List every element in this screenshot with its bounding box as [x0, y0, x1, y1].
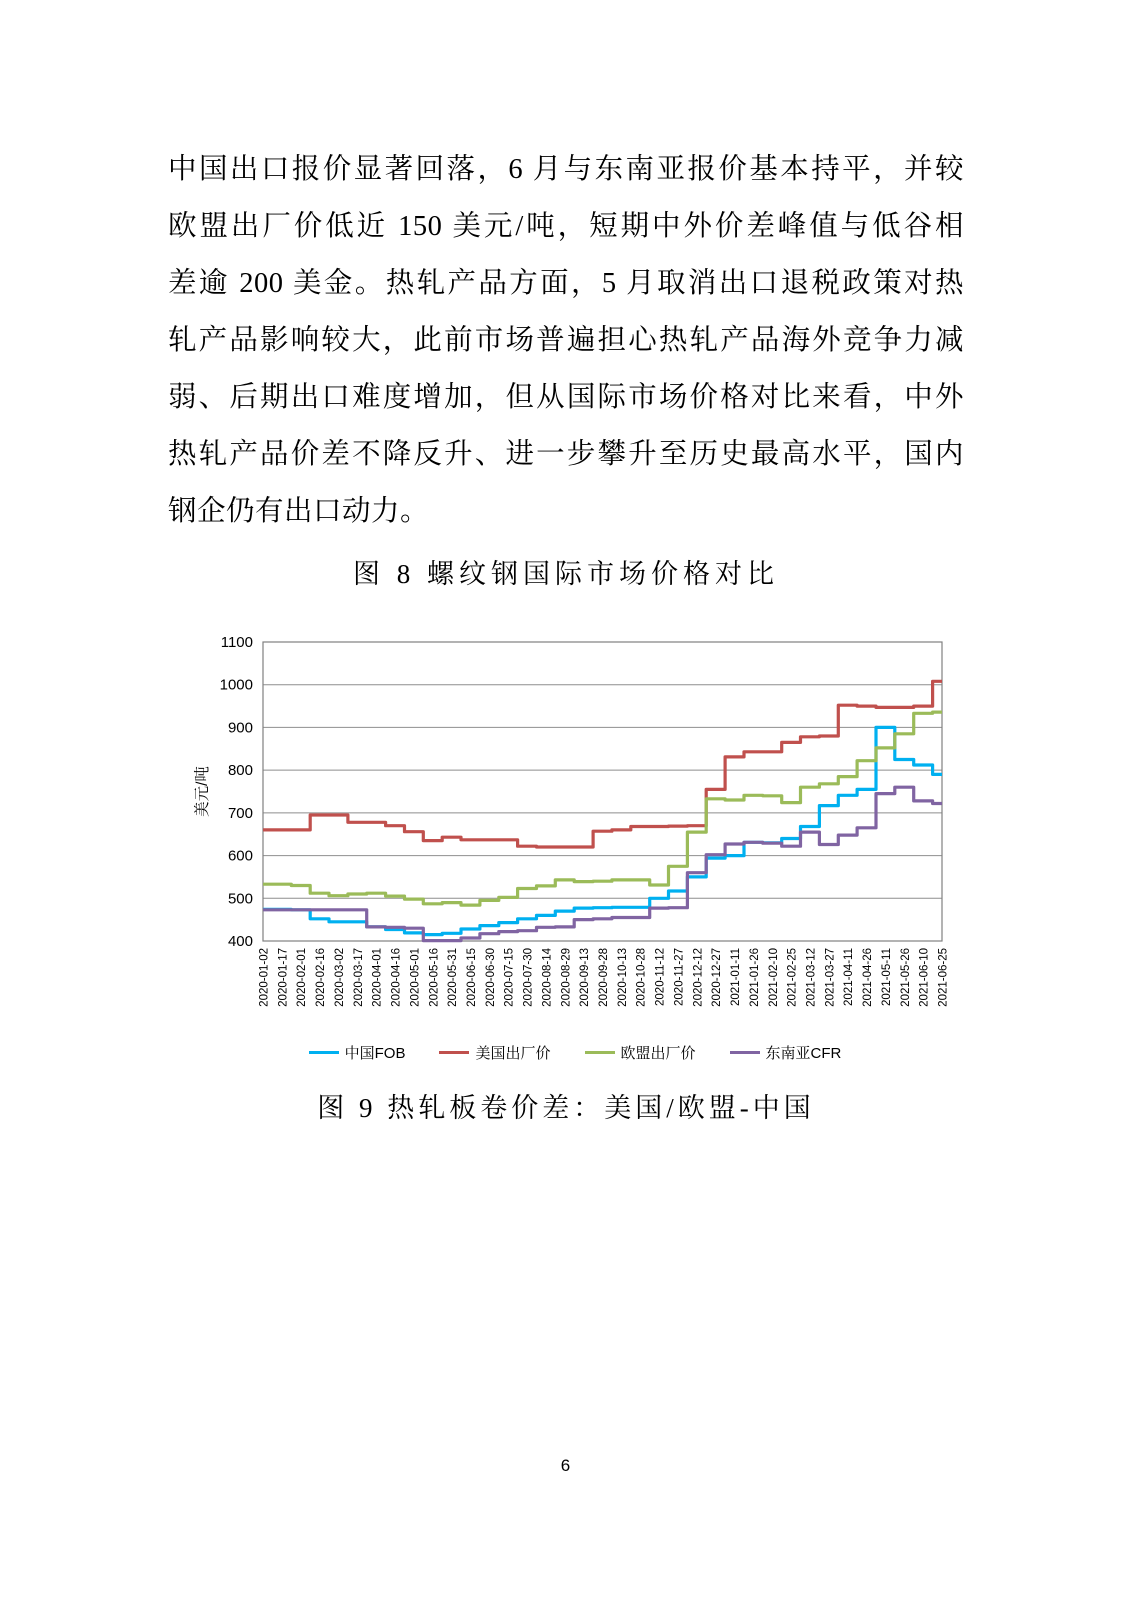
paragraph-line: 差逾 200 美金。热轧产品方面，5 月取消出口退税政策对热 — [168, 268, 964, 299]
legend-label: 中国FOB — [344, 1045, 406, 1062]
svg-text:2020-07-30: 2020-07-30 — [522, 948, 535, 1007]
paragraph-line: 热轧产品价差不降反升、进一步攀升至历史最高水平，国内 — [168, 439, 964, 470]
svg-text:2021-02-10: 2021-02-10 — [767, 948, 780, 1007]
svg-text:2021-06-10: 2021-06-10 — [918, 948, 931, 1007]
legend-label: 东南亚CFR — [765, 1045, 842, 1062]
svg-text:2020-03-02: 2020-03-02 — [333, 948, 346, 1007]
svg-text:美元/吨: 美元/吨 — [194, 766, 211, 817]
body-paragraph — [168, 141, 964, 540]
svg-text:900: 900 — [227, 719, 253, 737]
legend-swatch — [439, 1051, 469, 1054]
price-comparison-line-chart — [180, 612, 970, 1037]
svg-text:2020-08-29: 2020-08-29 — [560, 948, 573, 1007]
figure8-chart — [180, 612, 970, 1072]
svg-text:2021-03-12: 2021-03-12 — [805, 948, 818, 1007]
svg-text:2020-04-01: 2020-04-01 — [371, 948, 384, 1007]
svg-text:2020-10-28: 2020-10-28 — [635, 948, 648, 1007]
svg-text:2021-02-25: 2021-02-25 — [786, 948, 799, 1007]
legend-swatch — [730, 1051, 760, 1054]
paragraph-line: 欧盟出厂价低近 150 美元/吨，短期中外价差峰值与低谷相 — [168, 211, 964, 242]
svg-text:700: 700 — [227, 804, 253, 822]
legend-item — [730, 1042, 842, 1063]
paragraph-line: 钢企仍有出口动力。 — [168, 496, 430, 527]
svg-text:2020-05-31: 2020-05-31 — [447, 948, 460, 1007]
svg-text:600: 600 — [227, 847, 253, 865]
svg-text:2021-06-25: 2021-06-25 — [937, 948, 950, 1007]
svg-text:2020-10-13: 2020-10-13 — [616, 948, 629, 1007]
svg-text:2020-01-02: 2020-01-02 — [258, 948, 271, 1007]
legend-item — [309, 1042, 406, 1063]
chart-legend — [180, 1042, 970, 1063]
paragraph-line: 弱、后期出口难度增加，但从国际市场价格对比来看，中外 — [168, 382, 964, 413]
figure8-title: 图 8 螺纹钢国际市场价格对比 — [353, 559, 779, 589]
svg-text:2021-05-26: 2021-05-26 — [899, 948, 912, 1007]
svg-text:2020-07-15: 2020-07-15 — [503, 948, 516, 1007]
svg-text:2021-01-11: 2021-01-11 — [730, 948, 742, 1006]
svg-text:2021-01-26: 2021-01-26 — [748, 948, 761, 1007]
svg-text:2020-12-27: 2020-12-27 — [711, 948, 724, 1007]
svg-text:2020-05-16: 2020-05-16 — [428, 948, 441, 1007]
svg-text:2021-04-11: 2021-04-11 — [843, 948, 856, 1006]
svg-text:1000: 1000 — [219, 676, 253, 694]
svg-text:2020-08-14: 2020-08-14 — [541, 948, 554, 1007]
svg-text:2021-04-26: 2021-04-26 — [862, 948, 875, 1007]
svg-text:2020-09-28: 2020-09-28 — [598, 948, 610, 1007]
svg-text:2020-11-12: 2020-11-12 — [654, 948, 667, 1006]
paragraph-line: 中国出口报价显著回落，6 月与东南亚报价基本持平，并较 — [168, 154, 964, 185]
legend-swatch — [585, 1051, 615, 1054]
svg-text:2020-03-17: 2020-03-17 — [352, 948, 365, 1007]
svg-text:2021-05-11: 2021-05-11 — [880, 948, 893, 1006]
legend-label: 欧盟出厂价 — [620, 1045, 696, 1062]
legend-swatch — [309, 1051, 339, 1054]
svg-text:2020-11-27: 2020-11-27 — [673, 948, 686, 1006]
svg-text:2020-12-12: 2020-12-12 — [692, 948, 705, 1007]
svg-text:2020-02-16: 2020-02-16 — [315, 948, 328, 1007]
svg-text:2020-04-16: 2020-04-16 — [390, 948, 403, 1007]
svg-text:800: 800 — [227, 762, 253, 780]
svg-text:2020-01-17: 2020-01-17 — [277, 948, 290, 1007]
svg-text:1100: 1100 — [220, 634, 253, 651]
svg-text:2020-06-30: 2020-06-30 — [484, 948, 497, 1007]
legend-label: 美国出厂价 — [475, 1045, 551, 1062]
svg-text:2020-06-15: 2020-06-15 — [466, 948, 478, 1007]
svg-text:2021-03-27: 2021-03-27 — [824, 948, 837, 1007]
svg-text:400: 400 — [227, 933, 253, 950]
page-number: 6 — [560, 1456, 571, 1475]
svg-text:2020-02-01: 2020-02-01 — [296, 948, 309, 1007]
figure9-title: 图 9 热轧板卷价差：美国/欧盟-中国 — [317, 1093, 815, 1123]
svg-text:2020-09-13: 2020-09-13 — [579, 948, 592, 1007]
legend-item — [585, 1042, 696, 1063]
svg-text:2020-05-01: 2020-05-01 — [409, 948, 422, 1007]
svg-text:500: 500 — [227, 890, 253, 908]
legend-item — [439, 1042, 550, 1063]
paragraph-line: 轧产品影响较大，此前市场普遍担心热轧产品海外竞争力减 — [168, 325, 964, 356]
